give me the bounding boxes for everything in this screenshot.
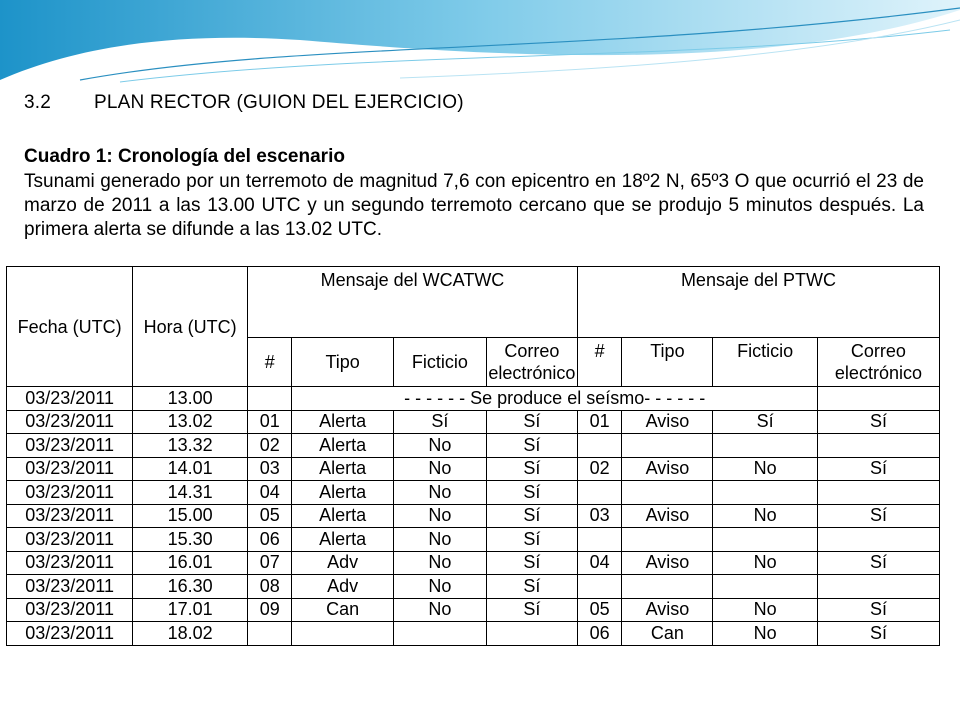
table-row-event (7, 387, 940, 411)
cell-w-ficticio: No (393, 528, 486, 552)
cell-w-ficticio: No (393, 434, 486, 458)
cell-w-correo: Sí (486, 528, 577, 552)
cell-p-ficticio (713, 434, 817, 458)
table-row (7, 457, 940, 481)
header-p-num: # (577, 338, 621, 387)
cell-w-tipo: Alerta (292, 528, 393, 552)
table-row (7, 481, 940, 505)
cell-p-correo: Sí (817, 622, 939, 646)
cell-w-num: 02 (248, 434, 292, 458)
cell-p-tipo: Aviso (622, 504, 713, 528)
cell-w-correo: Sí (486, 457, 577, 481)
cell-w-correo: Sí (486, 410, 577, 434)
cell-p-num: 04 (577, 551, 621, 575)
cell-p-correo (817, 434, 939, 458)
cell-p-tipo: Aviso (622, 410, 713, 434)
section-heading (24, 92, 464, 114)
header-w-correo: Correo electrónico (486, 338, 577, 387)
cell-hora: 13.00 (133, 387, 248, 411)
cell-w-num: 06 (248, 528, 292, 552)
cell-fecha: 03/23/2011 (7, 434, 133, 458)
cell-w-ficticio: No (393, 457, 486, 481)
cell-p-ficticio: No (713, 622, 817, 646)
cell-w-correo (486, 622, 577, 646)
cell-p-correo: Sí (817, 551, 939, 575)
caption-body: Tsunami generado por un terremoto de magnitud 7,6 con epicentro en 18º2 N, 65º3 O que ocurrió el 23 de marzo de 2011 a las 13.00 UTC y un segundo terremoto cercano que se produjo 5 minutos después. La primera alerta se difunde a las 13.02 UTC. (24, 171, 924, 240)
cell-p-correo: Sí (817, 457, 939, 481)
cell-w-ficticio: No (393, 481, 486, 505)
cell-p-ficticio: No (713, 598, 817, 622)
cell-w-correo: Sí (486, 481, 577, 505)
cell-fecha: 03/23/2011 (7, 598, 133, 622)
cell-fecha: 03/23/2011 (7, 387, 133, 411)
header-p-correo: Correo electrónico (817, 338, 939, 387)
cell-p-tipo: Aviso (622, 457, 713, 481)
cell-event: - - - - - - Se produce el seísmo- - - - - - (292, 387, 817, 411)
cell-hora: 18.02 (133, 622, 248, 646)
cell-w-tipo (292, 622, 393, 646)
cell-empty (248, 387, 292, 411)
cell-p-tipo (622, 434, 713, 458)
cell-hora: 16.01 (133, 551, 248, 575)
cell-w-ficticio: No (393, 504, 486, 528)
cell-fecha: 03/23/2011 (7, 575, 133, 599)
caption-title: Cuadro 1: Cronología del escenario (24, 146, 345, 167)
cell-p-correo: Sí (817, 598, 939, 622)
cell-w-num: 01 (248, 410, 292, 434)
cell-p-num: 05 (577, 598, 621, 622)
cell-p-correo (817, 575, 939, 599)
header-p-tipo: Tipo (622, 338, 713, 387)
header-p-ficticio: Ficticio (713, 338, 817, 387)
cell-p-num (577, 528, 621, 552)
section-title: PLAN RECTOR (GUION DEL EJERCICIO) (94, 92, 464, 113)
header-w-tipo: Tipo (292, 338, 393, 387)
cell-w-num: 04 (248, 481, 292, 505)
cell-fecha: 03/23/2011 (7, 481, 133, 505)
table-row (7, 504, 940, 528)
table-row (7, 528, 940, 552)
table-row (7, 434, 940, 458)
cell-hora: 14.01 (133, 457, 248, 481)
cell-hora: 14.31 (133, 481, 248, 505)
cell-hora: 16.30 (133, 575, 248, 599)
cell-empty (817, 387, 939, 411)
cell-hora: 13.02 (133, 410, 248, 434)
cell-w-num: 09 (248, 598, 292, 622)
cell-fecha: 03/23/2011 (7, 410, 133, 434)
cell-hora: 13.32 (133, 434, 248, 458)
cell-p-correo (817, 481, 939, 505)
cell-w-tipo: Alerta (292, 504, 393, 528)
table-row (7, 551, 940, 575)
cell-p-ficticio (713, 481, 817, 505)
cell-w-tipo: Alerta (292, 410, 393, 434)
cell-p-correo: Sí (817, 410, 939, 434)
section-number: 3.2 (24, 92, 52, 113)
cell-p-ficticio (713, 575, 817, 599)
cell-w-correo: Sí (486, 434, 577, 458)
cell-fecha: 03/23/2011 (7, 551, 133, 575)
cell-w-tipo: Can (292, 598, 393, 622)
header-hora: Hora (UTC) (133, 267, 248, 387)
cell-w-num: 05 (248, 504, 292, 528)
cell-p-num (577, 434, 621, 458)
cell-w-num: 03 (248, 457, 292, 481)
cell-hora: 17.01 (133, 598, 248, 622)
cell-p-tipo (622, 575, 713, 599)
chronology-table (6, 266, 940, 646)
header-wave-decoration (0, 0, 960, 90)
cell-w-num: 07 (248, 551, 292, 575)
table-row (7, 575, 940, 599)
cell-w-tipo: Alerta (292, 457, 393, 481)
cell-w-correo: Sí (486, 504, 577, 528)
cell-w-correo: Sí (486, 598, 577, 622)
cell-w-ficticio: No (393, 598, 486, 622)
cell-p-ficticio: No (713, 551, 817, 575)
cell-w-tipo: Alerta (292, 481, 393, 505)
header-fecha: Fecha (UTC) (7, 267, 133, 387)
cell-p-tipo: Aviso (622, 551, 713, 575)
cell-w-num: 08 (248, 575, 292, 599)
table-row (7, 622, 940, 646)
cell-w-ficticio: No (393, 551, 486, 575)
header-w-ficticio: Ficticio (393, 338, 486, 387)
header-wcatwc: Mensaje del WCATWC (248, 267, 578, 338)
cell-p-num: 06 (577, 622, 621, 646)
cell-w-num (248, 622, 292, 646)
table-row (7, 410, 940, 434)
cell-fecha: 03/23/2011 (7, 622, 133, 646)
cell-hora: 15.00 (133, 504, 248, 528)
header-w-num: # (248, 338, 292, 387)
cell-w-tipo: Adv (292, 551, 393, 575)
cell-p-correo: Sí (817, 504, 939, 528)
cell-w-correo: Sí (486, 551, 577, 575)
cell-p-tipo: Aviso (622, 598, 713, 622)
cell-p-num: 02 (577, 457, 621, 481)
cell-p-ficticio: No (713, 457, 817, 481)
table-row (7, 598, 940, 622)
cell-w-ficticio (393, 622, 486, 646)
header-ptwc: Mensaje del PTWC (577, 267, 939, 338)
cell-p-num: 03 (577, 504, 621, 528)
cell-fecha: 03/23/2011 (7, 457, 133, 481)
cell-p-num (577, 481, 621, 505)
cell-p-num: 01 (577, 410, 621, 434)
cell-hora: 15.30 (133, 528, 248, 552)
cell-w-tipo: Adv (292, 575, 393, 599)
cell-p-tipo (622, 481, 713, 505)
cell-p-tipo: Can (622, 622, 713, 646)
cell-p-num (577, 575, 621, 599)
cell-w-tipo: Alerta (292, 434, 393, 458)
cell-w-ficticio: No (393, 575, 486, 599)
cell-w-ficticio: Sí (393, 410, 486, 434)
cell-p-ficticio: Sí (713, 410, 817, 434)
cell-fecha: 03/23/2011 (7, 504, 133, 528)
cell-p-tipo (622, 528, 713, 552)
cell-p-ficticio (713, 528, 817, 552)
cell-w-correo: Sí (486, 575, 577, 599)
cell-fecha: 03/23/2011 (7, 528, 133, 552)
cell-p-ficticio: No (713, 504, 817, 528)
cell-p-correo (817, 528, 939, 552)
